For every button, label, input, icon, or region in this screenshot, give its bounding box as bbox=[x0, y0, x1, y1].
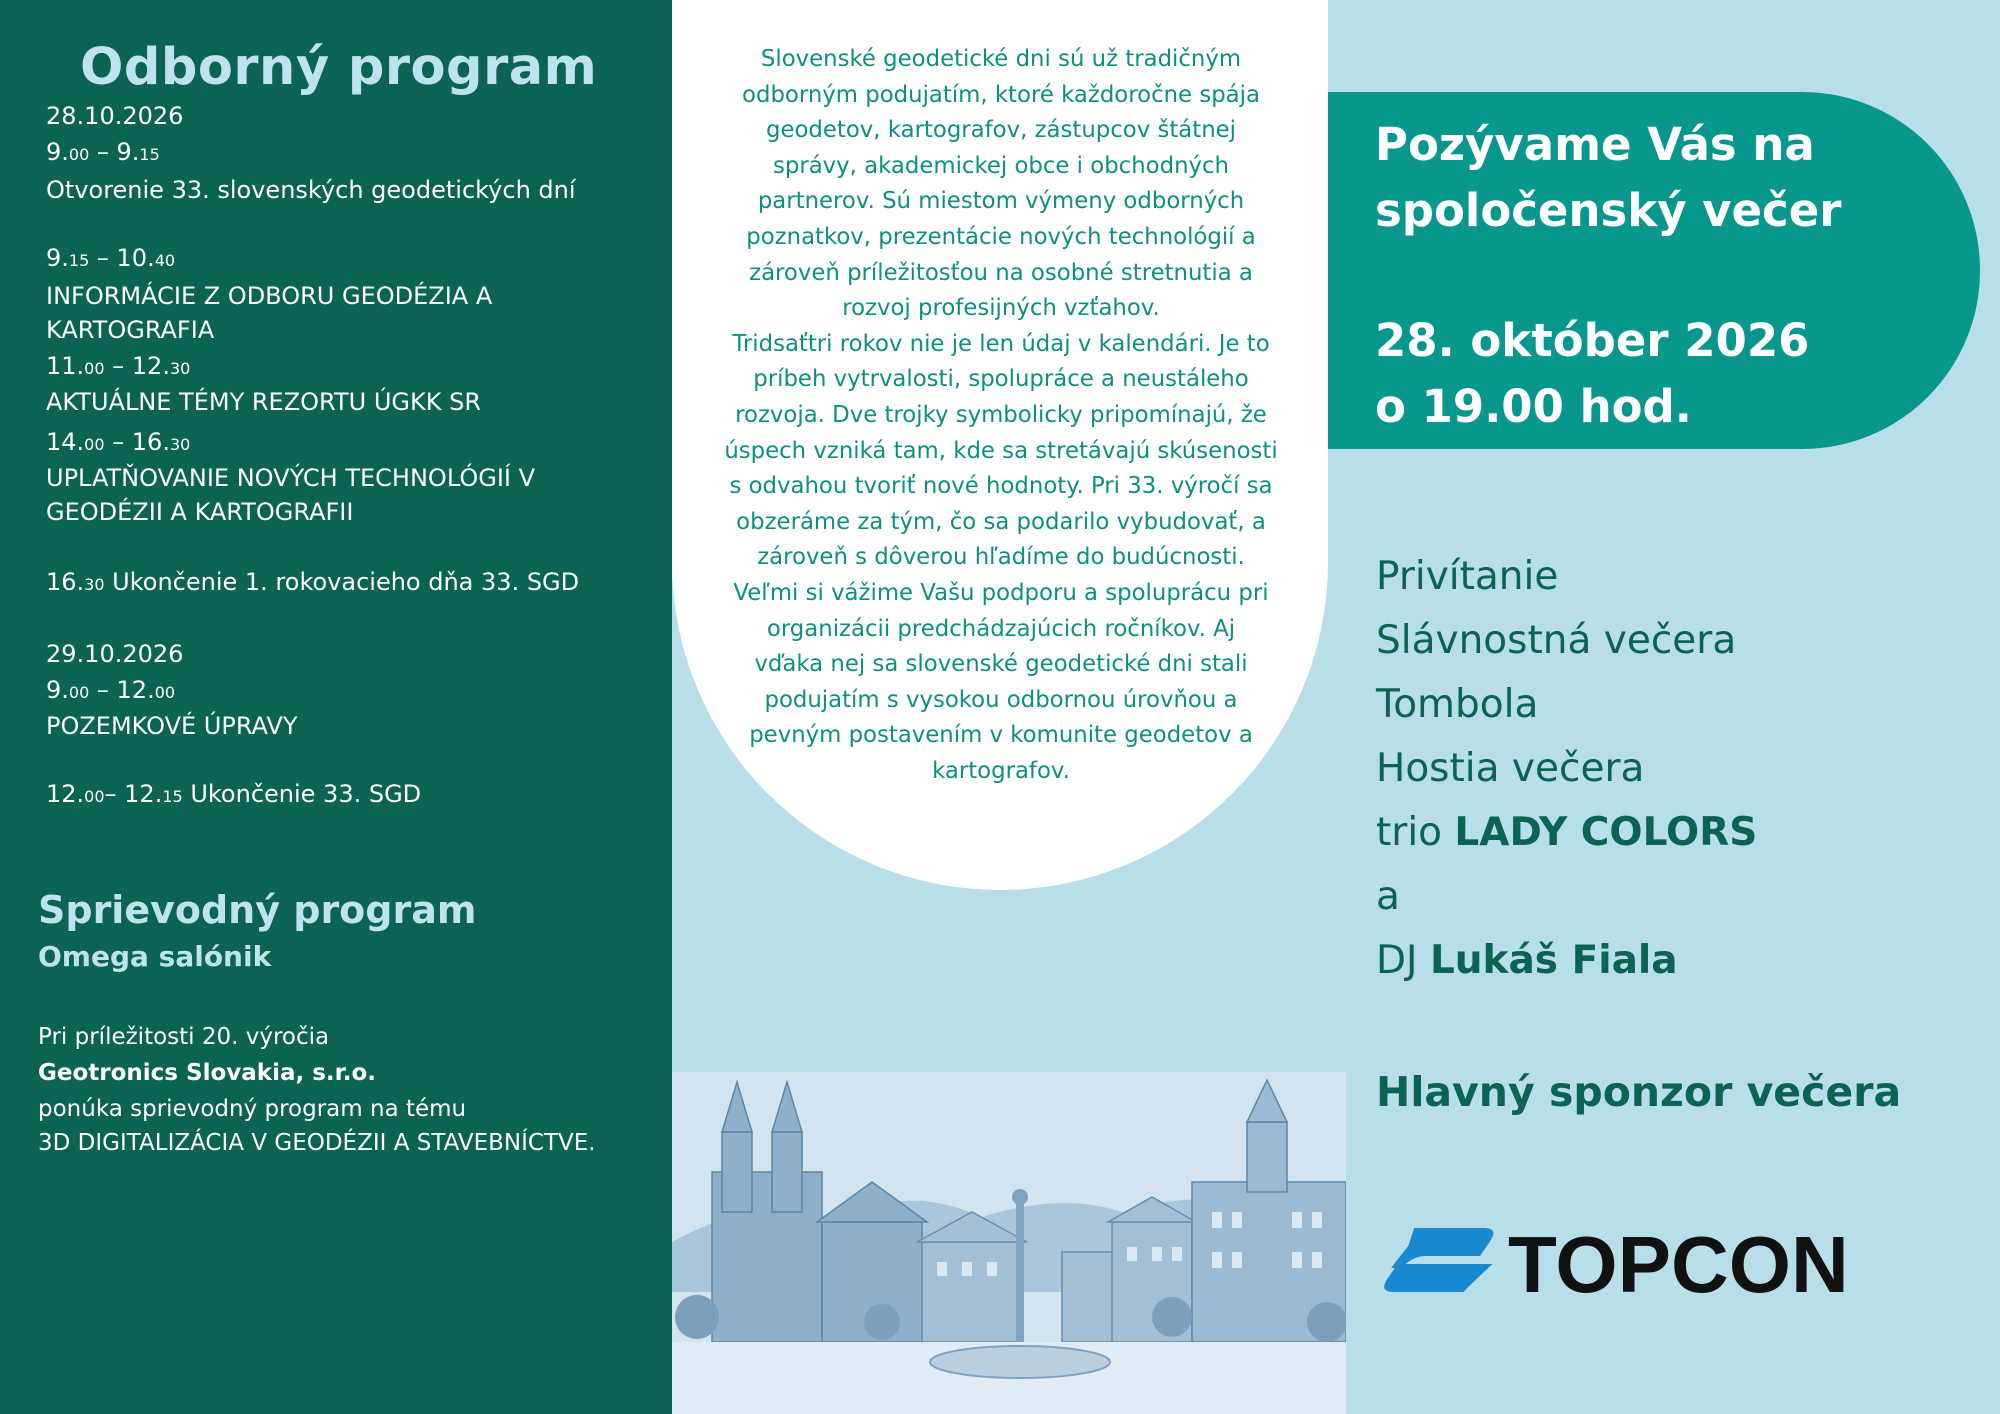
intro-line: Veľmi si vážime Vašu podporu a spoluprácu pri bbox=[733, 579, 1269, 606]
side-program-line-4: 3D DIGITALIZÁCIA V GEODÉZII A STAVEBNÍCTVE. bbox=[38, 1130, 596, 1156]
intro-line: geodetov, kartografov, zástupcov štátnej bbox=[765, 117, 1237, 144]
town-square-illustration bbox=[672, 1072, 1346, 1414]
intro-line: správy, akademickej obce i obchodných bbox=[772, 152, 1229, 179]
program-item-4-cont: GEODÉZII A KARTOGRAFII bbox=[46, 498, 354, 526]
program-item-2: INFORMÁCIE Z ODBORU GEODÉZIA A bbox=[46, 282, 493, 310]
intro-line: Tridsaťtri rokov nie je len údaj v kalendári. Je to bbox=[732, 330, 1270, 357]
invite-date: 28. október 2026 bbox=[1375, 314, 1810, 367]
evening-item-5: trio LADY COLORS bbox=[1376, 810, 1758, 855]
evening-item-3: Tombola bbox=[1376, 682, 1539, 727]
intro-line: odborným podujatím, ktoré každoročne spája bbox=[742, 81, 1260, 108]
program-title: Odborný program bbox=[80, 38, 598, 97]
evening-item-6: a bbox=[1376, 874, 1400, 919]
intro-line: zároveň príležitosťou na osobné stretnutia a bbox=[749, 259, 1253, 286]
intro-line: príbeh vytrvalosti, spolupráce a neustáleho bbox=[753, 366, 1249, 393]
intro-line: organizácii predchádzajúcich ročníkov. Aj bbox=[766, 615, 1236, 642]
program-item-2-cont: KARTOGRAFIA bbox=[46, 316, 215, 344]
time-slot-3: 11.00 – 12.30 bbox=[46, 352, 191, 380]
intro-line: pevným postavením v komunite geodetov a bbox=[749, 722, 1253, 749]
evening-item-2: Slávnostná večera bbox=[1376, 618, 1737, 663]
intro-line: úspech vzniká tam, kde sa stretávajú skúsenosti bbox=[724, 437, 1278, 464]
day1-date: 28.10.2026 bbox=[46, 102, 184, 130]
intro-line: vďaka nej sa slovenské geodetické dni stali bbox=[754, 651, 1248, 678]
intro-line: s odvahou tvoriť nové hodnoty. Pri 33. výročí sa bbox=[729, 473, 1273, 500]
program-item-5: 16.30 Ukončenie 1. rokovacieho dňa 33. SGD bbox=[46, 568, 580, 596]
time-slot-6: 9.00 – 12.00 bbox=[46, 676, 176, 704]
program-item-3: AKTUÁLNE TÉMY REZORTU ÚGKK SR bbox=[46, 388, 482, 416]
side-program-line-1: Pri príležitosti 20. výročia bbox=[38, 1024, 330, 1050]
intro-line: partnerov. Sú miestom výmeny odborných bbox=[757, 188, 1245, 215]
intro-line: podujatím s vysokou odbornou úrovňou a bbox=[764, 686, 1238, 713]
time-slot-1: 9.00 – 9.15 bbox=[46, 138, 160, 166]
day2-date: 29.10.2026 bbox=[46, 640, 184, 668]
evening-item-7: DJ Lukáš Fiala bbox=[1376, 938, 1678, 983]
topcon-wordmark: TOPCON bbox=[1508, 1220, 1849, 1309]
intro-line: kartografov. bbox=[932, 757, 1070, 784]
side-program-title: Sprievodný program bbox=[38, 888, 477, 932]
side-program-subtitle: Omega salónik bbox=[38, 940, 272, 973]
intro-text bbox=[698, 42, 1304, 789]
intro-line: Slovenské geodetické dni sú už tradičným bbox=[760, 46, 1242, 72]
intro-line: obzeráme za tým, čo sa podarilo vybudovať, a bbox=[736, 508, 1266, 535]
topcon-logo bbox=[1380, 1210, 1860, 1310]
time-slot-4: 14.00 – 16.30 bbox=[46, 428, 191, 456]
intro-line: rozvoja. Dve trojky symbolicky pripomínajú, že bbox=[735, 401, 1267, 428]
invite-line-1: Pozývame Vás na bbox=[1375, 118, 1815, 171]
invite-time: o 19.00 hod. bbox=[1375, 380, 1692, 433]
program-item-4: UPLATŇOVANIE NOVÝCH TECHNOLÓGIÍ V bbox=[46, 464, 536, 492]
intro-line: zároveň s dôverou hľadíme do budúcnosti. bbox=[757, 544, 1245, 571]
evening-item-1: Privítanie bbox=[1376, 554, 1559, 599]
program-item-6: POZEMKOVÉ ÚPRAVY bbox=[46, 712, 298, 740]
topcon-mark-icon bbox=[1382, 1228, 1504, 1292]
program-item-1: Otvorenie 33. slovenských geodetických dní bbox=[46, 176, 576, 204]
intro-line: rozvoj profesijných vzťahov. bbox=[842, 295, 1160, 322]
program-item-7: 12.00– 12.15 Ukončenie 33. SGD bbox=[46, 780, 422, 808]
side-program-line-3: ponúka sprievodný program na tému bbox=[38, 1096, 467, 1122]
intro-line: poznatkov, prezentácie nových technológií a bbox=[746, 223, 1256, 250]
program-panel bbox=[0, 0, 672, 1414]
sponsor-title: Hlavný sponzor večera bbox=[1376, 1068, 1902, 1116]
side-program-company: Geotronics Slovakia, s.r.o. bbox=[38, 1060, 376, 1086]
invite-line-2: spoločenský večer bbox=[1375, 184, 1842, 237]
evening-item-4: Hostia večera bbox=[1376, 746, 1645, 791]
time-slot-2: 9.15 – 10.40 bbox=[46, 244, 176, 272]
